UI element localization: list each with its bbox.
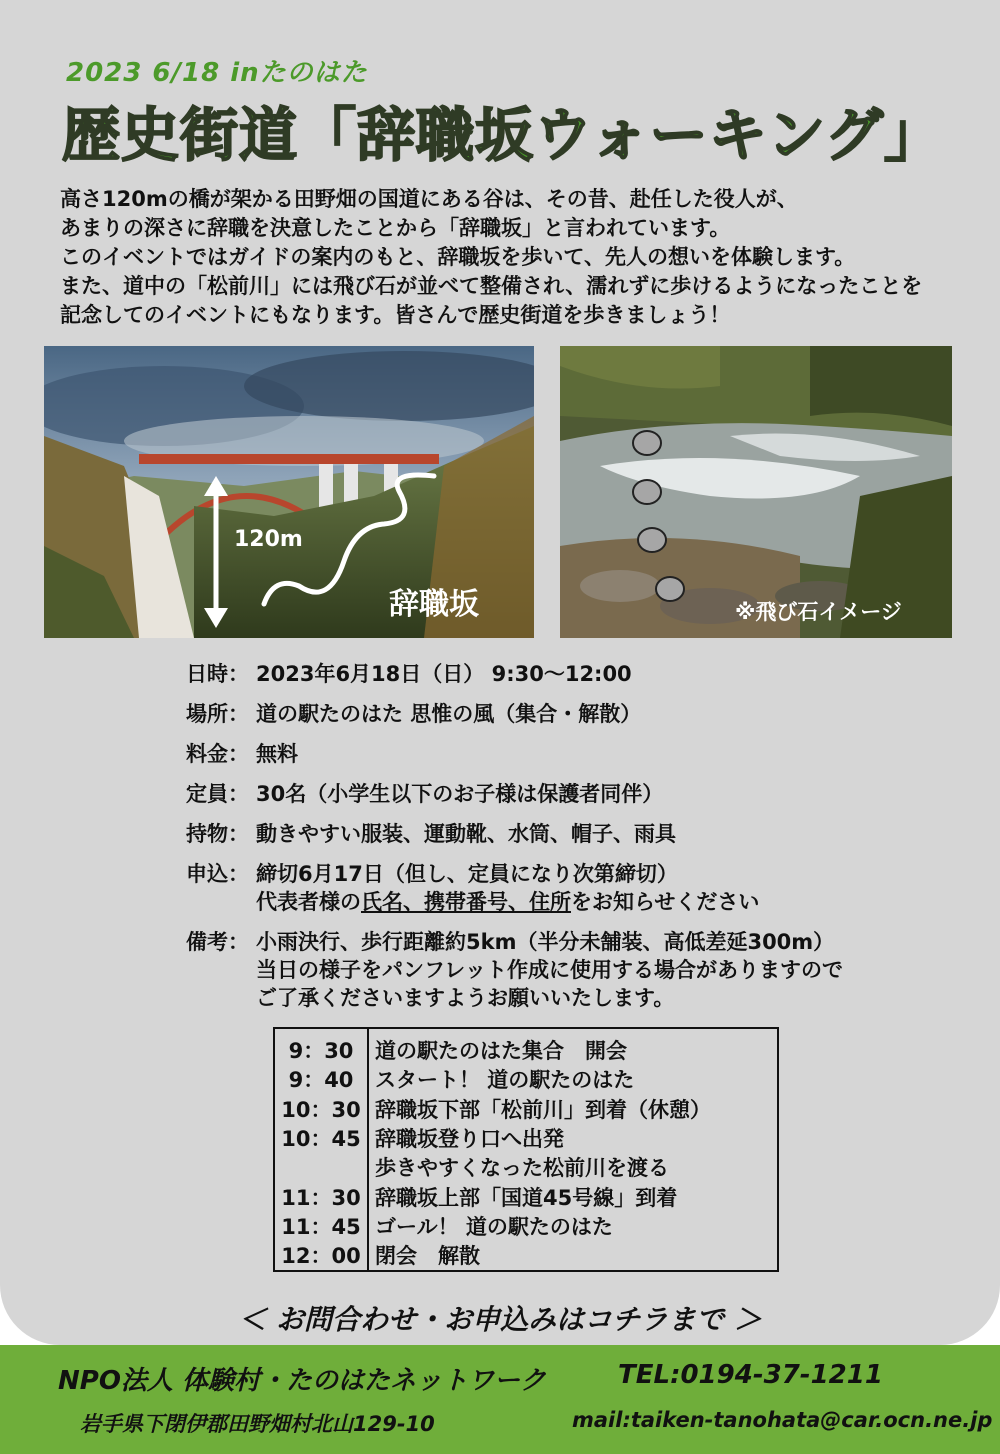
schedule-time: 11：45: [281, 1214, 361, 1239]
detail-label: 場所：: [186, 702, 249, 726]
detail-label: 申込：: [186, 862, 249, 886]
schedule-activity: 辞職坂下部「松前川」到着（休憩）: [375, 1097, 711, 1122]
contact-phone[interactable]: TEL:0194-37-1211: [618, 1360, 883, 1390]
detail-capacity: [186, 780, 966, 808]
schedule-time: 9：30: [288, 1039, 354, 1063]
schedule-table: [273, 1027, 779, 1272]
detail-value: 動きやすい服装、運動靴、水筒、帽子、雨具: [256, 822, 676, 846]
schedule-row: [275, 1213, 613, 1242]
apply-address-field: 住所: [529, 890, 571, 914]
schedule-row: [275, 1037, 627, 1066]
schedule-row: [275, 1154, 669, 1183]
schedule-time: 10：30: [281, 1097, 361, 1122]
apply-phone-field: 携帯番号: [424, 890, 508, 914]
schedule-activity: 辞職坂上部「国道45号線」到着: [375, 1185, 678, 1210]
detail-label: 料金：: [186, 742, 249, 766]
bridge-photo: [44, 346, 534, 638]
event-title: 歴史街道「辞職坂ウォーキング」: [62, 101, 943, 169]
detail-value: [256, 928, 843, 1012]
slope-label: 辞職坂: [389, 587, 479, 622]
detail-items: [186, 820, 966, 848]
schedule-row: [275, 1125, 564, 1154]
notes-line: 小雨決行、歩行距離約5km（半分未舗装、高低差延300m）: [256, 930, 835, 954]
notes-line: ご了承くださいますようお願いいたします。: [256, 986, 675, 1010]
event-date-line: 2023 6/18 inたのはた: [66, 58, 368, 88]
event-details: [186, 660, 966, 1024]
detail-label: 定員：: [186, 782, 249, 806]
schedule-time: 9：40: [288, 1068, 354, 1093]
schedule-activity: スタート！ 道の駅たのはた: [375, 1068, 635, 1093]
intro-text: [60, 185, 980, 330]
intro-line: あまりの深さに辞職を決意したことから「辞職坂」と言われています。: [60, 216, 731, 240]
apply-name-field: 氏名: [361, 890, 403, 914]
stepping-stones-caption: ※飛び石イメージ: [735, 600, 902, 624]
schedule-time: 12：00: [281, 1244, 361, 1269]
detail-value: 30名（小学生以下のお子様は保護者同伴）: [256, 782, 664, 806]
detail-label: 持物：: [186, 822, 249, 846]
stepping-stones-photo: [560, 346, 952, 638]
schedule-activity: 道の駅たのはた集合 開会: [375, 1039, 627, 1063]
schedule-time: 11：30: [281, 1185, 361, 1210]
schedule-activity: 辞職坂登り口へ出発: [375, 1126, 564, 1151]
notes-line: 当日の様子をパンフレット作成に使用する場合がありますので: [256, 958, 843, 982]
bridge-height-label: 120m: [234, 527, 303, 552]
apply-text: 代表者様の: [256, 890, 361, 914]
apply-line: [256, 888, 759, 916]
detail-date: [186, 660, 966, 688]
detail-apply: [186, 860, 966, 916]
schedule-activity: 歩きやすくなった松前川を渡る: [375, 1156, 669, 1181]
organization-name: NPO法人 体験村・たのはたネットワーク: [58, 1366, 546, 1396]
schedule-row: [275, 1066, 634, 1095]
apply-line: 締切6月17日（但し、定員になり次第締切）: [256, 862, 678, 886]
intro-line: 高さ120mの橋が架かる田野畑の国道にある谷は、その昔、赴任した役人が、: [60, 187, 798, 211]
detail-place: [186, 700, 966, 728]
schedule-row: [275, 1096, 711, 1125]
schedule-activity: ゴール！ 道の駅たのはた: [375, 1214, 613, 1239]
detail-value: 2023年6月18日（日） 9:30～12:00: [256, 662, 632, 686]
detail-fee: [186, 740, 966, 768]
detail-value: 道の駅たのはた 思惟の風（集合・解散）: [256, 702, 642, 726]
apply-sep: 、: [403, 890, 424, 914]
intro-line: また、道中の「松前川」には飛び石が並べて整備され、濡れずに歩けるようになったことを: [60, 274, 923, 298]
detail-value: 無料: [256, 742, 298, 766]
contact-heading: ＜ お問合わせ・お申込みはコチラまで ＞: [238, 1303, 762, 1336]
schedule-row: [275, 1242, 480, 1271]
contact-email[interactable]: mail:taiken-tanohata@car.ocn.ne.jp: [572, 1408, 993, 1432]
intro-line: このイベントではガイドの案内のもと、辞職坂を歩いて、先人の想いを体験します。: [60, 245, 856, 269]
detail-notes: [186, 928, 966, 1012]
organization-address: 岩手県下閉伊郡田野畑村北山129-10: [80, 1412, 435, 1436]
detail-label: 日時：: [186, 662, 249, 686]
detail-value: [256, 860, 759, 916]
detail-label: 備考：: [186, 930, 249, 954]
apply-sep: 、: [508, 890, 529, 914]
schedule-activity: 閉会 解散: [375, 1244, 480, 1269]
schedule-time: [275, 1154, 367, 1183]
apply-text: をお知らせください: [571, 890, 760, 914]
schedule-time: 10：45: [281, 1126, 361, 1151]
intro-line: 記念してのイベントにもなります。皆さんで歴史街道を歩きましょう！: [60, 303, 731, 327]
schedule-row: [275, 1184, 677, 1213]
